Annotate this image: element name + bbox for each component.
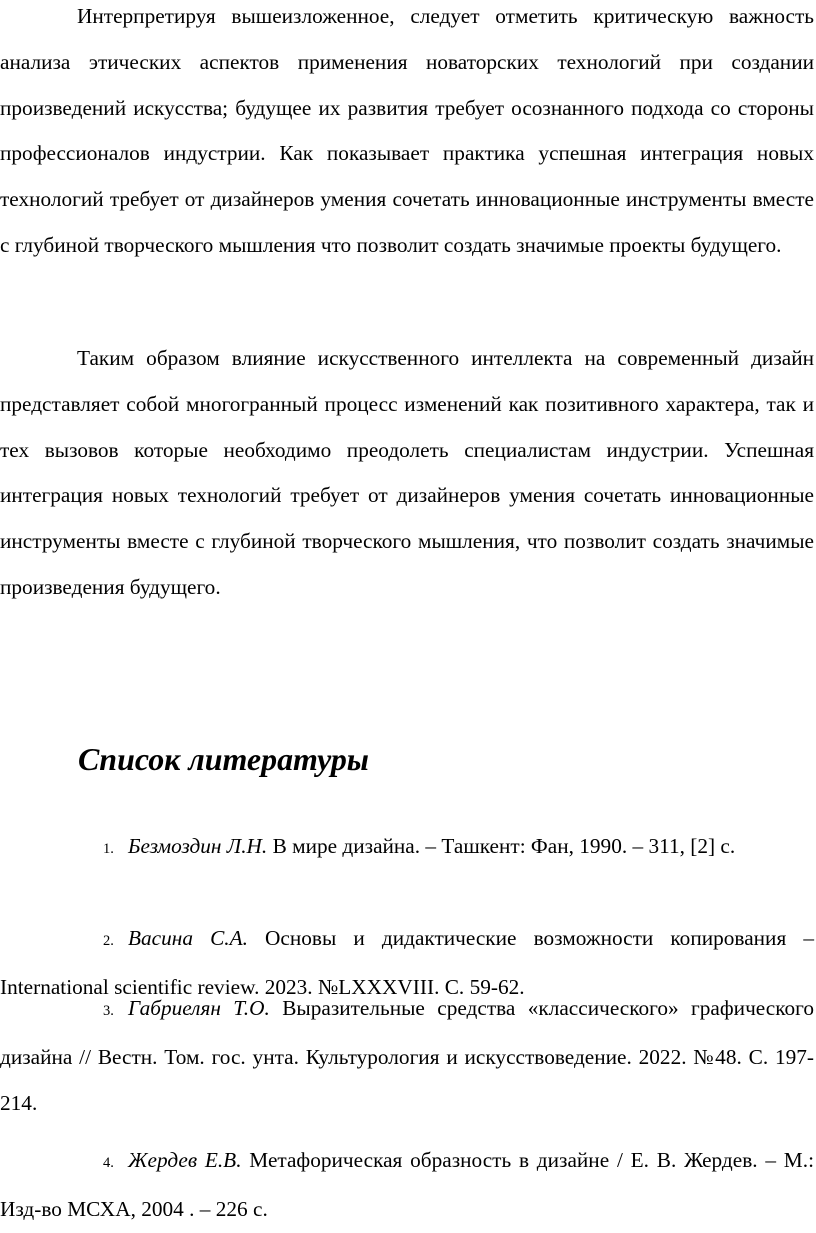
body-paragraph: Таким образом влияние искусственного интеллекта на современный дизайн представляет собой многогранный процесс изменений как позитивного характера, так и тех вызовов которые необходимо преодолеть специалистам индустрии. Успешная интеграция новых технологий требует от дизайнеров умения сочетать инновационные инструменты вместе с глубиной творческого мышления, что позволит создать значимые произведения будущего. <box>0 346 814 599</box>
reference-number: 1. <box>103 841 114 857</box>
reference-text: Выразительные средства «классического» графического дизайна // Вестн. Том. гос. унта. Культурология и искусствоведение. 2022. №48. С. 197-214. <box>0 996 814 1115</box>
reference-item <box>0 1138 814 1233</box>
reference-number: 3. <box>103 1003 114 1019</box>
reference-number: 4. <box>103 1155 114 1171</box>
reference-number: 2. <box>103 933 114 949</box>
reference-item <box>0 986 814 1126</box>
reference-author: Жердев Е.В. <box>128 1148 242 1172</box>
body-paragraph: Интерпретируя вышеизложенное, следует отметить критическую важность анализа этических аспектов применения новаторских технологий при создании произведений искусства; будущее их развития требует осознанного подхода со стороны профессионалов индустрии. Как показывает практика успешная интеграция новых технологий требует от дизайнеров умения сочетать инновационные инструменты вместе с глубиной творческого мышления что позволит создать значимые проекты будущего. <box>0 4 814 257</box>
reference-item <box>0 824 814 873</box>
reference-author: Габриелян Т.О. <box>128 996 270 1020</box>
reference-author: Безмоздин Л.Н. <box>128 834 268 858</box>
reference-author: Васина С.А. <box>128 926 248 950</box>
reference-text: Метафорическая образность в дизайне / Е. В. Жердев. – М.: Изд-во МСХА, 2004 . – 226 с. <box>0 1148 814 1221</box>
reference-text: В мире дизайна. – Ташкент: Фан, 1990. – 311, [2] с. <box>267 834 736 858</box>
references-heading: Список литературы <box>78 742 369 777</box>
reference-text: Основы и дидактические возможности копирования – International scientific review. 2023. №LXXXVIII. С. 59-62. <box>0 926 814 999</box>
